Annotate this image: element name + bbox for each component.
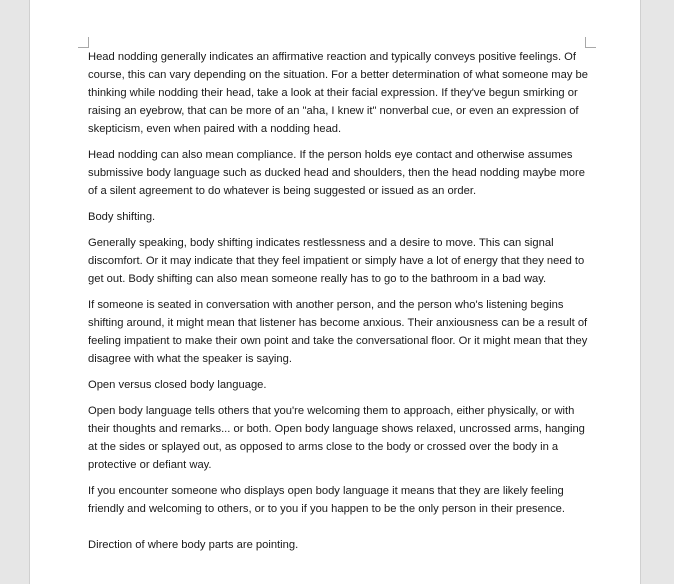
heading-open-vs-closed: Open versus closed body language. [88, 379, 267, 391]
paragraph-head-nodding: Head nodding generally indicates an affirmative reaction and typically conveys positive feelings. Of course, this can vary depending on the situation. For a better determination of what someone may be thinking while nodding their head, take a look at their facial expression. If they've begun smirking or raising an eyebrow, that can be more of an "aha, I knew it" nonverbal cue, or even an expression of skepticism, even when paired with a nodding head. [88, 51, 588, 135]
heading-body-shifting: Body shifting. [88, 211, 156, 223]
document-body[interactable] [88, 48, 588, 562]
paragraph-open-body-language-meaning: If you encounter someone who displays open body language it means that they are likely feeling friendly and welcoming to others, or to you if you happen to be the only person in their presence. [88, 485, 565, 515]
paragraph-open-body-language: Open body language tells others that you're welcoming them to approach, either physically, or with their thoughts and remarks... or both. Open body language shows relaxed, uncrossed arms, hanging at the sides or splayed out, as opposed to arms close to the body or crossed over the body in a protective or defiant way. [88, 405, 585, 471]
paragraph-body-shifting: Generally speaking, body shifting indicates restlessness and a desire to move. This can signal discomfort. Or it may indicate that they feel impatient or simply have a lot of energy that they need to get out. Body shifting can also mean someone really has to go to the bathroom in a bad way. [88, 237, 585, 285]
margin-corner-mark-top-left [78, 37, 89, 48]
document-page[interactable] [29, 0, 641, 584]
paragraph-seated-conversation: If someone is seated in conversation with another person, and the person who's listening begins shifting around, it might mean that listener has become anxious. Their anxiousness can be a result of feeling impatient to make their own point and take the conversational floor. Or it might mean that they disagree with what the speaker is saying. [88, 299, 588, 365]
heading-direction-body-parts: Direction of where body parts are pointing. [88, 539, 299, 551]
margin-corner-mark-top-right [585, 37, 596, 48]
paragraph-head-nodding-compliance: Head nodding can also mean compliance. If the person holds eye contact and otherwise assumes submissive body language such as ducked head and shoulders, then the head nodding maybe more of a silent agreement to do whatever is being suggested or issued as an order. [88, 149, 585, 197]
